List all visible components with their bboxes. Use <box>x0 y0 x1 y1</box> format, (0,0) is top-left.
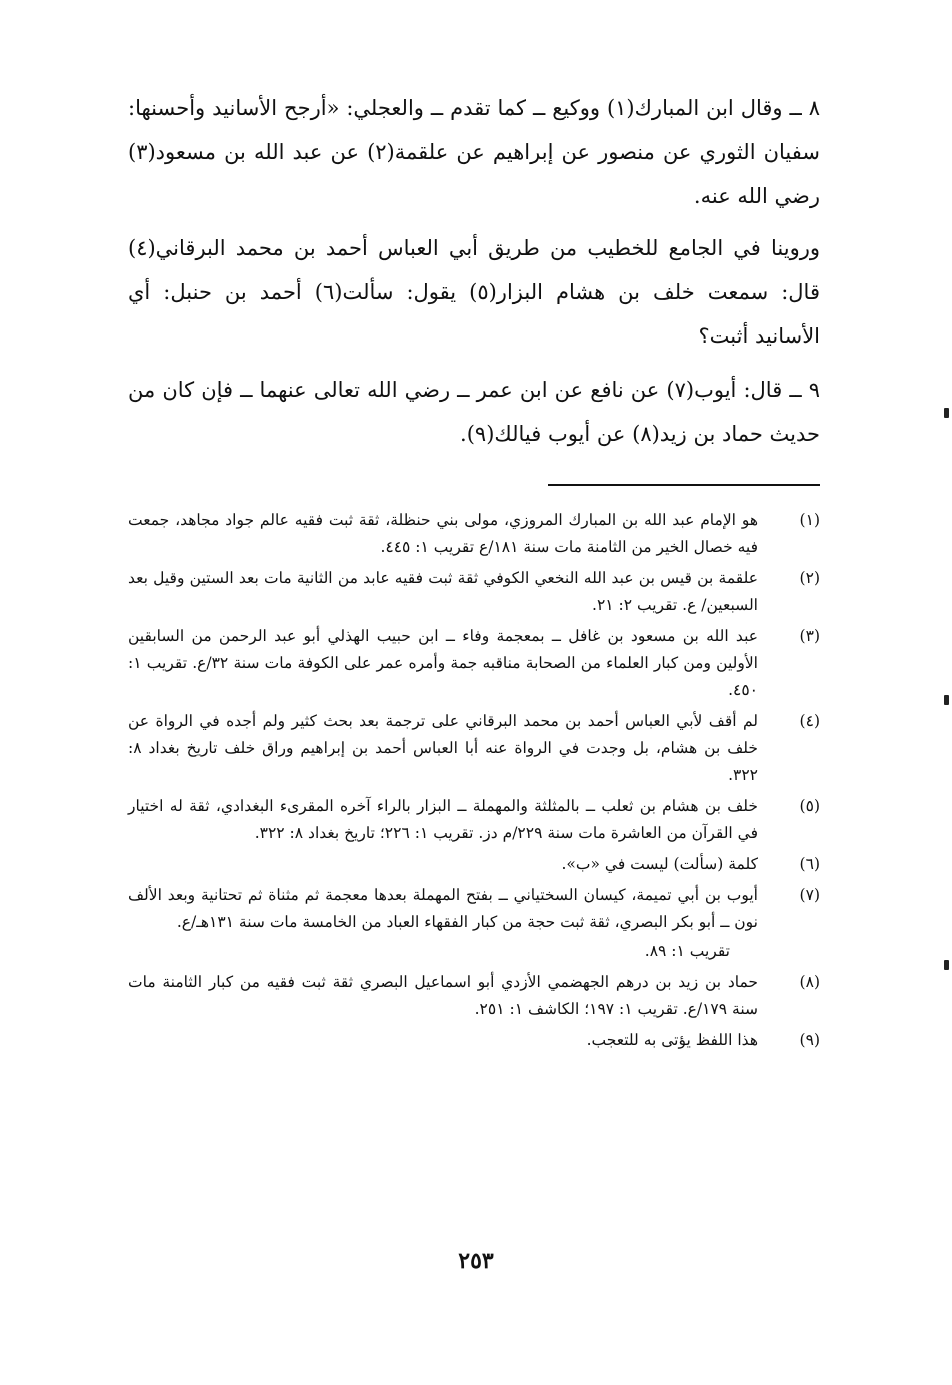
footnote-text: حماد بن زيد بن درهم الجهضمي الأزدي أبو اسماعيل البصري ثقة ثبت فقيه من كبار الثامنة مات سنة ١٧٩/ع. تقريب ١: ١٩٧؛ الكاشف ١: ٢٥١. <box>128 973 758 1018</box>
footnote-number: (٥) <box>799 797 820 815</box>
page-number: ٢٥٣ <box>458 1248 494 1274</box>
footnote-number: (١) <box>799 511 820 529</box>
footnote-text: هذا اللفظ يؤتى به للتعجب. <box>586 1031 758 1049</box>
footnote-text: هو الإمام عبد الله بن المبارك المروزي، مولى بني حنظلة، ثقة ثبت فقيه عالم جواد مجاهد، جمعت فيه خصال الخير من الثامنة مات سنة ١٨١/ع تقريب ١: ٤٤٥. <box>128 511 758 556</box>
footnote-number: (٨) <box>799 973 820 991</box>
footnote-number: (٤) <box>799 712 820 730</box>
footnotes <box>128 507 820 1058</box>
footnote-3 <box>128 623 820 704</box>
footnote-1 <box>128 507 820 561</box>
footnote-separator <box>548 484 820 486</box>
footnote-9 <box>128 1027 820 1054</box>
scan-edge-mark <box>944 960 949 970</box>
footnote-text: أيوب بن أبي تميمة، كيسان السختياني ــ بفتح المهملة بعدها معجمة ثم مثناة ثم تحتانية وبعد الألف نون ــ أبو بكر البصري، ثقة ثبت حجة من كبار الفقهاء العباد من الخامسة مات سنة ١٣١هـ/ع. <box>128 886 758 931</box>
footnote-number: (٧) <box>799 886 820 904</box>
paragraph-8: ٨ ــ وقال ابن المبارك(١) ووكيع ــ كما تقدم ــ والعجلي: «أرجح الأسانيد وأحسنها: سفيان الثوري عن منصور عن إبراهيم عن علقمة(٢) عن عبد الله بن مسعود(٣) رضي الله عنه. <box>128 96 820 208</box>
footnote-number: (٢) <box>799 569 820 587</box>
scan-edge-mark <box>944 695 949 705</box>
footnote-5 <box>128 793 820 847</box>
footnote-text: عبد الله بن مسعود بن غافل ــ بمعجمة وفاء ــ ابن حبيب الهذلي أبو عبد الرحمن من السابقين الأولين ومن كبار العلماء من الصحابة مناقبه جمة وأمره عمر على الكوفة مات سنة ٣٢/ع. تقريب ١: ٤٥٠. <box>128 627 758 699</box>
footnote-number: (٦) <box>799 855 820 873</box>
footnote-6 <box>128 851 820 878</box>
footnote-text: لم أقف لأبي العباس أحمد بن محمد البرقاني على ترجمة بعد بحث كثير ولم أجده في الرواة عن خلف بن هشام، بل وجدت في الرواة عنه أبا العباس أحمد بن إبراهيم وراق خلف تاريخ بغداد ٨: ٣٢٢. <box>128 712 758 784</box>
footnote-2 <box>128 565 820 619</box>
footnote-number: (٩) <box>799 1031 820 1049</box>
footnote-number: (٣) <box>799 627 820 645</box>
footnote-text: كلمة (سألت) ليست في «ب». <box>561 855 758 873</box>
paragraph-khatib: وروينا في الجامع للخطيب من طريق أبي العباس أحمد بن محمد البرقاني(٤) قال: سمعت خلف بن هشام البزار(٥) يقول: سألت(٦) أحمد بن حنبل: أي الأسانيد أثبت؟ <box>128 236 820 348</box>
footnote-8 <box>128 969 820 1023</box>
scan-edge-mark <box>944 408 949 418</box>
paragraph-9: ٩ ــ قال: أيوب(٧) عن نافع عن ابن عمر ــ رضي الله تعالى عنهما ــ فإن كان من حديث حماد بن زيد(٨) عن أيوب فيالك(٩). <box>128 378 820 446</box>
footnote-text: علقمة بن قيس بن عبد الله النخعي الكوفي ثقة ثبت فقيه عابد من الثانية مات بعد الستين وقيل بعد السبعين/ ع. تقريب ٢: ٢١. <box>128 569 758 614</box>
footnote-text: خلف بن هشام بن ثعلب ــ بالمثلثة والمهملة ــ البزار بالراء آخره المقرىء البغدادي، ثقة له اختيار في القرآن من العاشرة مات سنة ٢٢٩/م دز. تقريب ١: ٢٢٦؛ تاريخ بغداد ٨: ٣٢٢. <box>128 797 758 842</box>
footnote-continuation: تقريب ١: ٨٩. <box>644 942 730 960</box>
footnote-4 <box>128 708 820 789</box>
footnote-text-block <box>128 882 758 965</box>
footnote-7 <box>128 882 820 965</box>
